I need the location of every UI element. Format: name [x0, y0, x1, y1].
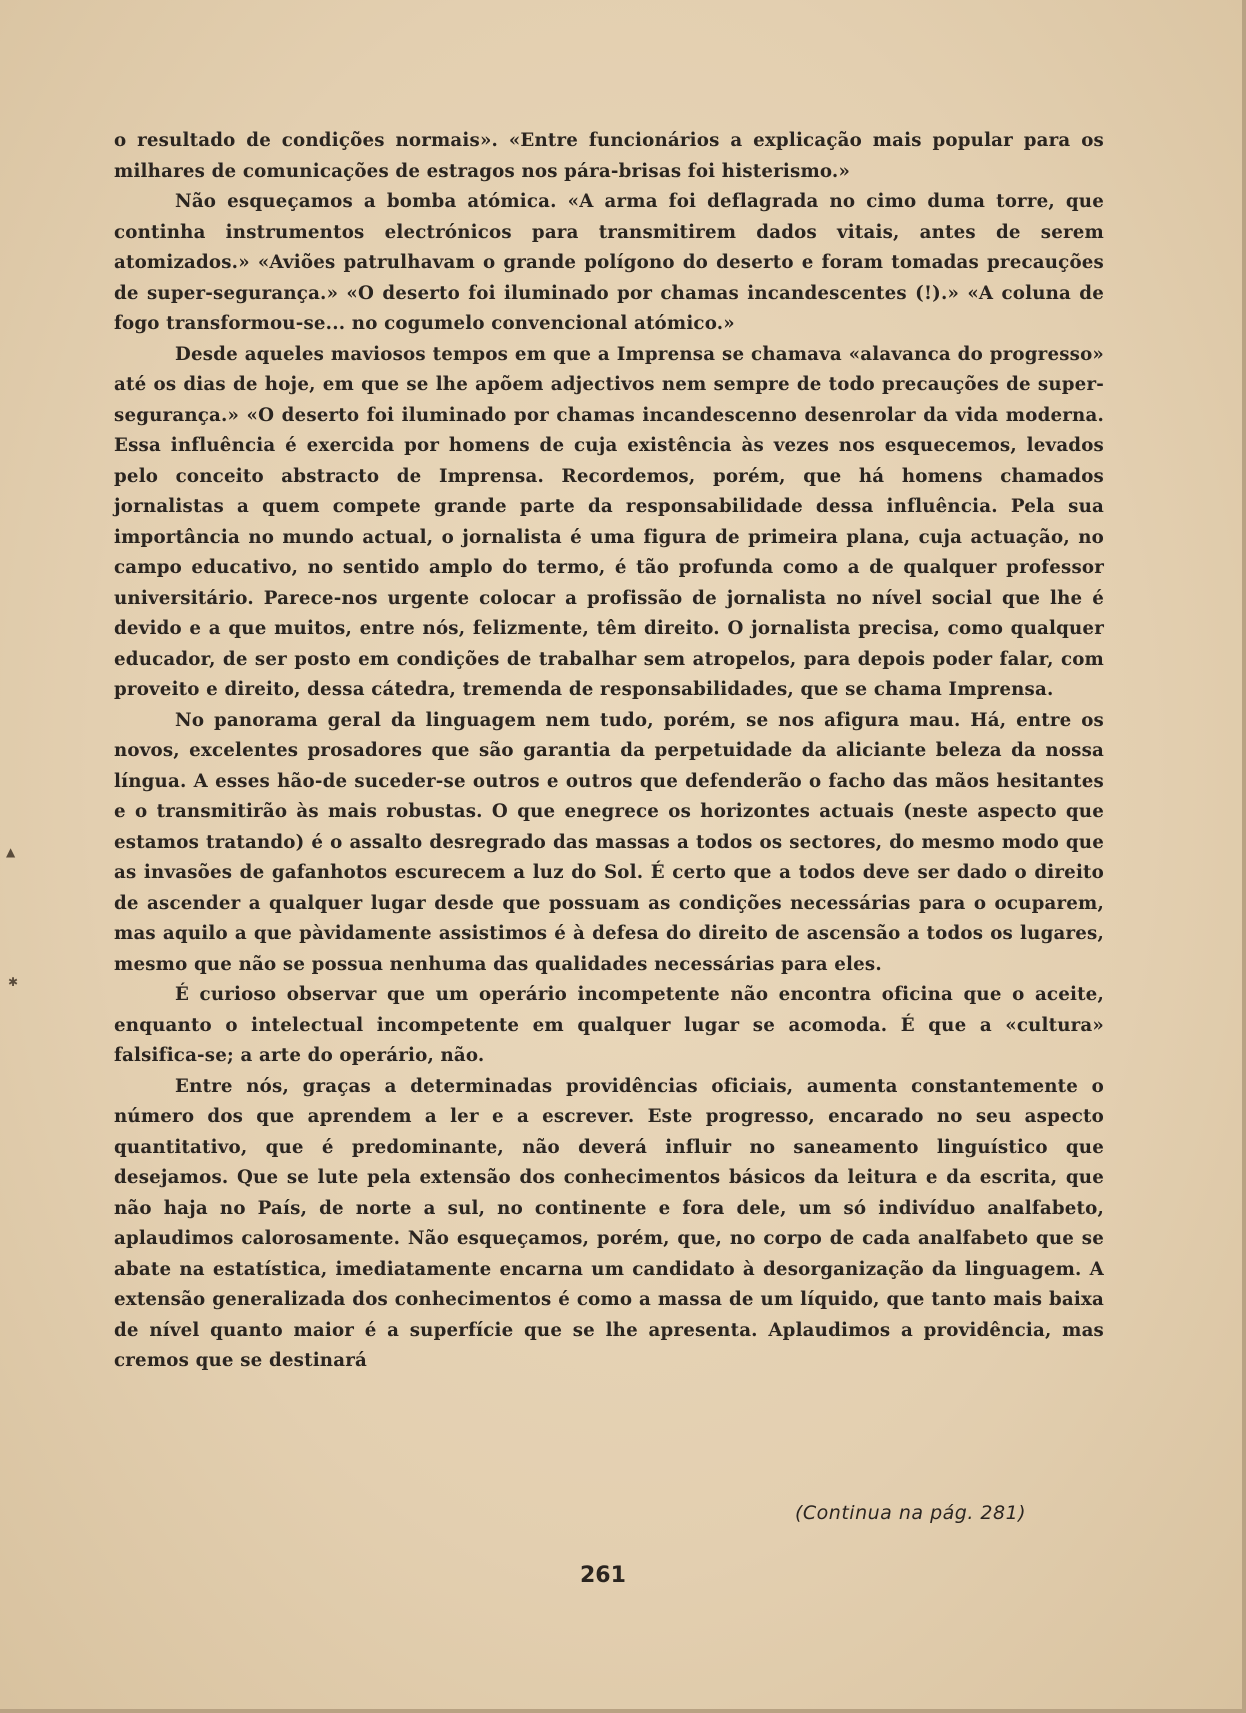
page-edge-bottom: [0, 1709, 1246, 1713]
paragraph: É curioso observar que um operário incompetente não encontra oficina que o aceite, enquanto o intelectual incompetente em qualquer lugar se acomoda. É que a «cultura» falsifica-se; a arte do operário, não.: [114, 984, 1104, 1066]
paragraph: No panorama geral da linguagem nem tudo, porém, se nos afigura mau. Há, entre os novos, excelentes prosadores que são garantia da perpetuidade da aliciante beleza da nossa língua. A esses hão-de suceder-se outros e outros que defenderão o facho das mãos hesitantes e o transmitirão às mais robustas. O que enegrece os horizontes actuais (neste aspecto que estamos tratando) é o assalto desregrado das massas a todos os sectores, do mesmo modo que as invasões de gafanhotos escurecem a luz do Sol. É certo que a todos deve ser dado o direito de ascender a qualquer lugar desde que possuam as condições necessárias para o ocuparem, mas aquilo a que pàvidamente assistimos é à defesa do direito de ascensão a todos os lugares, mesmo que não se possua nenhuma das qualidades necessárias para eles.: [114, 709, 1104, 975]
margin-mark: ✱: [8, 975, 19, 989]
margin-mark: ▲: [6, 845, 16, 859]
body-text: [114, 126, 1104, 1377]
continuation-note: (Continua na pág. 281): [795, 1502, 1027, 1524]
page-edge-right: [1242, 0, 1246, 1713]
paragraph: o resultado de condições normais». «Entre funcionários a explicação mais popular para os milhares de comunicações de estragos nos pára-brisas foi histerismo.»: [114, 130, 1104, 182]
page-number: 261: [580, 1563, 626, 1588]
paragraph: Desde aqueles maviosos tempos em que a Imprensa se chamava «alavanca do progresso» até os dias de hoje, em que se lhe apõem adjectivos nem sempre de todo precauções de super-segurança.» «O deserto foi iluminado por chamas incandescenno desenrolar da vida moderna. Essa influência é exercida por homens de cuja existência às vezes nos esquecemos, levados pelo conceito abstracto de Imprensa. Recordemos, porém, que há homens chamados jornalistas a quem compete grande parte da responsabilidade dessa influência. Pela sua importância no mundo actual, o jornalista é uma figura de primeira plana, cuja actuação, no campo educativo, no sentido amplo do termo, é tão profunda como a de qualquer professor universitário. Parece-nos urgente colocar a profissão de jornalista no nível social que lhe é devido e a que muitos, entre nós, felizmente, têm direito. O jornalista precisa, como qualquer educador, de ser posto em condições de trabalhar sem atropelos, para depois poder falar, com proveito e direito, dessa cátedra, tremenda de responsabilidades, que se chama Imprensa.: [114, 343, 1104, 700]
paragraph: Entre nós, graças a determinadas providências oficiais, aumenta constantemente o número dos que aprendem a ler e a escrever. Este progresso, encarado no seu aspecto quantitativo, que é predominante, não deverá influir no saneamento linguístico que desejamos. Que se lute pela extensão dos conhecimentos básicos da leitura e da escrita, que não haja no País, de norte a sul, no continente e fora dele, um só indivíduo analfabeto, aplaudimos calorosamente. Não esqueçamos, porém, que, no corpo de cada analfabeto que se abate na estatística, imediatamente encarna um candidato à desorganização da linguagem. A extensão generalizada dos conhecimentos é como a massa de um líquido, que tanto mais baixa de nível quanto maior é a superfície que se lhe apresenta. Aplaudimos a providência, mas cremos que se destinará: [114, 1075, 1104, 1371]
paragraph: Não esqueçamos a bomba atómica. «A arma foi deflagrada no cimo duma torre, que continha instrumentos electrónicos para transmitirem dados vitais, antes de serem atomizados.» «Aviões patrulhavam o grande polígono do deserto e foram tomadas precauções de super-segurança.» «O deserto foi iluminado por chamas incandescentes (!).» «A coluna de fogo transformou-se... no cogumelo convencional atómico.»: [114, 191, 1104, 334]
